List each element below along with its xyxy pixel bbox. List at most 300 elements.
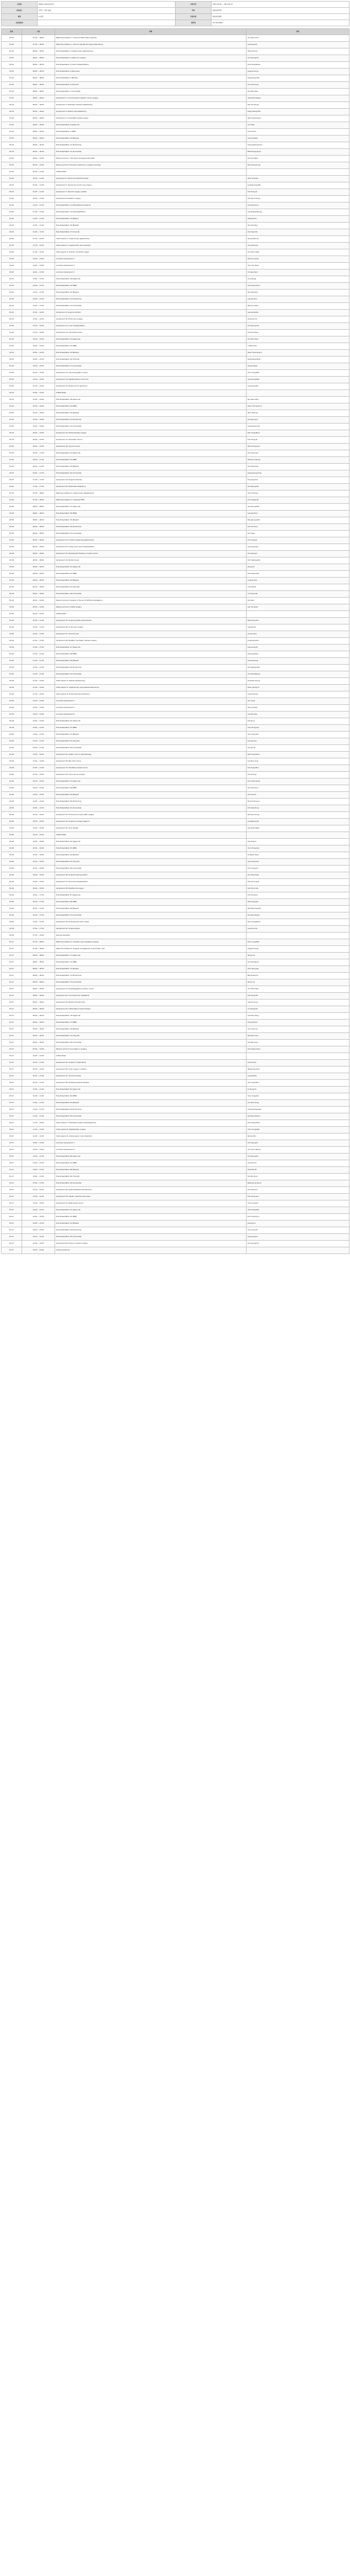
session-row xyxy=(2,524,349,531)
session-row xyxy=(2,571,349,578)
session-date: 05.26 xyxy=(2,758,22,765)
session-time: 14:00 ~ 14:30 xyxy=(22,785,55,792)
session-date: 05.27 xyxy=(2,1066,22,1073)
session-row xyxy=(2,752,349,758)
session-time: 08:00 ~ 08:30 xyxy=(22,62,55,69)
session-date: 05.27 xyxy=(2,993,22,999)
session-time: 08:00 ~ 08:30 xyxy=(22,531,55,537)
session-time: 13:00 ~ 13:30 xyxy=(22,303,55,310)
session-speaker: Son Taeil xyxy=(247,122,349,129)
session-row xyxy=(2,685,349,691)
session-topic: Symposium 49: Gastrointestinal stromal tumor xyxy=(55,1187,247,1194)
session-speaker: Hong Tae-Ho xyxy=(247,1020,349,1026)
session-time: 08:00 ~ 08:30 xyxy=(22,504,55,511)
session-time: 16:30 ~ 17:00 xyxy=(22,906,55,912)
session-date: 05.27 xyxy=(2,946,22,953)
session-row xyxy=(2,209,349,216)
session-time: 09:00 ~ 09:30 xyxy=(22,578,55,584)
session-time: 08:00 ~ 08:30 xyxy=(22,524,55,531)
session-date: 05.25 xyxy=(2,484,22,490)
info-label: 교육기간 xyxy=(176,2,212,8)
session-row xyxy=(2,403,349,410)
session-topic: Luncheon Symposium 4 xyxy=(55,698,247,705)
session-row xyxy=(2,55,349,62)
session-speaker: Wang Hee-Jung xyxy=(247,1066,349,1073)
session-date: 05.25 xyxy=(2,343,22,350)
session-topic: Free Presentation 31 (Endocrine) xyxy=(55,417,247,423)
info-value: 6 평점 xyxy=(38,14,176,20)
session-row xyxy=(2,732,349,738)
session-speaker: Kim Sung-Won xyxy=(247,765,349,772)
session-speaker: Yu Chang-Sik xyxy=(247,1006,349,1013)
session-row xyxy=(2,544,349,551)
session-row xyxy=(2,269,349,276)
session-date: 05.26 xyxy=(2,551,22,557)
session-row xyxy=(2,256,349,263)
session-time: 11:30 ~ 12:00 xyxy=(22,691,55,698)
session-time: 14:30 ~ 15:00 xyxy=(22,1241,55,1247)
session-row xyxy=(2,243,349,249)
session-time: 13:00 ~ 13:30 xyxy=(22,1174,55,1180)
session-date: 05.26 xyxy=(2,765,22,772)
session-row xyxy=(2,1147,349,1154)
session-date: 05.27 xyxy=(2,1100,22,1107)
session-date: 05.27 xyxy=(2,999,22,1006)
session-date: 05.27 xyxy=(2,959,22,966)
session-date: 05.26 xyxy=(2,611,22,618)
info-row xyxy=(2,8,349,14)
session-speaker: Lee Sang-Woo xyxy=(247,310,349,316)
session-topic: Symposium 24: Rectal cancer xyxy=(55,557,247,564)
session-speaker xyxy=(247,611,349,618)
session-topic: Meet the professor 4: Transanal TME xyxy=(55,497,247,504)
session-speaker: Kim Min-Chan xyxy=(247,336,349,343)
session-topic: Symposium 7: Vascular surgery update xyxy=(55,189,247,196)
session-date: 05.26 xyxy=(2,745,22,752)
session-row xyxy=(2,658,349,665)
session-date: 05.26 xyxy=(2,658,22,665)
session-topic: Free Presentation 73 (Breast) xyxy=(55,966,247,973)
session-date: 05.25 xyxy=(2,89,22,95)
session-topic: Free Presentation 2 (Upper GI surgery) xyxy=(55,55,247,62)
session-row xyxy=(2,1113,349,1120)
session-speaker: Lee Kang-Young xyxy=(247,423,349,430)
session-time: 15:30 ~ 16:00 xyxy=(22,845,55,852)
session-date: 05.27 xyxy=(2,1140,22,1147)
session-row xyxy=(2,417,349,423)
session-date: 05.25 xyxy=(2,269,22,276)
info-label: 교육담당자 xyxy=(2,20,38,26)
session-time: 10:30 ~ 11:00 xyxy=(22,624,55,631)
session-date: 05.25 xyxy=(2,397,22,403)
session-date: 05.27 xyxy=(2,1247,22,1254)
session-row xyxy=(2,1020,349,1026)
session-row xyxy=(2,738,349,745)
session-date: 05.26 xyxy=(2,866,22,872)
course-info-body xyxy=(2,2,349,26)
session-row xyxy=(2,973,349,979)
session-topic: Free Presentation 1 (Laparoscopic gastrectomy) xyxy=(55,48,247,55)
session-topic: Free Presentation 94 (Endocrine) xyxy=(55,1227,247,1234)
session-speaker: Kim Jun-Ki xyxy=(247,745,349,752)
session-time: 08:00 ~ 08:30 xyxy=(22,69,55,75)
session-time: 10:30 ~ 11:00 xyxy=(22,1066,55,1073)
session-date: 05.26 xyxy=(2,892,22,899)
session-speaker: Kim Hyung-Ho xyxy=(247,1241,349,1247)
session-time: 16:00 ~ 16:30 xyxy=(22,437,55,444)
header-date: 일자 xyxy=(2,29,22,35)
session-speaker: Jang Jin-Young xyxy=(247,946,349,953)
session-row xyxy=(2,370,349,377)
session-row xyxy=(2,343,349,350)
session-row xyxy=(2,1174,349,1180)
session-topic: Free Presentation 5 (Breast) xyxy=(55,75,247,82)
session-date: 05.26 xyxy=(2,578,22,584)
session-speaker: Kim Young-Wook xyxy=(247,919,349,926)
session-row xyxy=(2,899,349,906)
session-speaker: Kim Seok-Mo xyxy=(247,229,349,236)
session-topic: Luncheon Symposium 1 xyxy=(55,256,247,263)
session-row xyxy=(2,999,349,1006)
session-date: 05.26 xyxy=(2,886,22,892)
session-time: 15:30 ~ 16:00 xyxy=(22,410,55,417)
session-speaker: Jeong Joon xyxy=(247,1221,349,1227)
session-speaker: Lee Woo-Jung xyxy=(247,758,349,765)
session-time: 14:00 ~ 14:30 xyxy=(22,343,55,350)
session-date: 05.25 xyxy=(2,410,22,417)
session-topic: Meet the professor 2: How to manage the large hiatal hernia xyxy=(55,42,247,48)
session-topic: Luncheon Symposium 2 xyxy=(55,263,247,269)
session-date: 05.27 xyxy=(2,1221,22,1227)
session-speaker: Lee Young-Don xyxy=(247,859,349,866)
session-speaker: Heo Jin-Seok xyxy=(247,705,349,711)
session-row xyxy=(2,1080,349,1087)
session-speaker: Kim Young-Woo xyxy=(247,370,349,377)
session-time: 11:00 ~ 11:30 xyxy=(22,216,55,223)
session-topic: Symposium 38: Parathyroid surgery xyxy=(55,886,247,892)
session-time: 09:30 ~ 10:00 xyxy=(22,604,55,611)
session-speaker: Jang Jin-Young xyxy=(247,69,349,75)
session-row xyxy=(2,966,349,973)
session-speaker: Lee Hyuk-Joon xyxy=(247,202,349,209)
session-speaker: Kim Ik-Yong xyxy=(247,772,349,778)
session-row xyxy=(2,906,349,912)
session-row xyxy=(2,645,349,651)
session-time: 10:00 ~ 10:30 xyxy=(22,611,55,618)
session-topic: Free Presentation 93 (Breast) xyxy=(55,1221,247,1227)
session-date: 05.26 xyxy=(2,645,22,651)
session-speaker: Kim Yong-Hoon xyxy=(247,1214,349,1221)
session-row xyxy=(2,89,349,95)
info-row xyxy=(2,20,349,26)
session-date: 05.27 xyxy=(2,979,22,986)
session-time: 16:00 ~ 16:30 xyxy=(22,886,55,892)
session-speaker: Kim Jee-Soo xyxy=(247,738,349,745)
session-date: 05.27 xyxy=(2,1040,22,1046)
session-topic: Coffee Break xyxy=(55,1053,247,1060)
session-time: 12:00 ~ 13:00 xyxy=(22,705,55,711)
session-row xyxy=(2,564,349,571)
session-date: 05.26 xyxy=(2,725,22,732)
session-date: 05.26 xyxy=(2,651,22,658)
session-topic: Video session 5: Laparoscopic pancreatoduodenectomy xyxy=(55,685,247,691)
session-speaker: Park Chung-Soo xyxy=(247,444,349,450)
session-time: 09:00 ~ 09:30 xyxy=(22,149,55,156)
session-row xyxy=(2,785,349,792)
session-time: 12:00 ~ 13:00 xyxy=(22,269,55,276)
session-topic: Luncheon Symposium 5 xyxy=(55,705,247,711)
session-row xyxy=(2,725,349,732)
session-row xyxy=(2,1214,349,1221)
session-speaker: Kim Hyun-Young xyxy=(247,196,349,202)
session-date: 05.25 xyxy=(2,256,22,263)
session-topic: Symposium 1: Current issues in gastric cancer surgery xyxy=(55,95,247,102)
session-row xyxy=(2,196,349,202)
session-date: 05.26 xyxy=(2,698,22,705)
session-speaker: Park Ji-Ho xyxy=(247,953,349,959)
header-topic: 주제 xyxy=(55,29,247,35)
session-speaker: Nam Seok-Jin xyxy=(247,410,349,417)
session-date: 05.25 xyxy=(2,189,22,196)
session-date: 05.27 xyxy=(2,1147,22,1154)
session-topic: Plenary lecture 5: Innovation in surgery xyxy=(55,1046,247,1053)
session-time: 13:00 ~ 13:30 xyxy=(22,725,55,732)
session-topic: Coffee Break xyxy=(55,390,247,397)
session-row xyxy=(2,1207,349,1214)
session-date: 05.25 xyxy=(2,477,22,484)
session-topic: Symposium 12: Colorectal cancer xyxy=(55,330,247,336)
session-time: 14:00 ~ 14:30 xyxy=(22,1227,55,1234)
session-time: 08:30 ~ 09:00 xyxy=(22,551,55,557)
session-row xyxy=(2,933,349,939)
session-topic: Free Presentation 11 (Endocrine) xyxy=(55,142,247,149)
session-row xyxy=(2,35,349,42)
session-topic: Symposium 17: Pancreatic cancer xyxy=(55,437,247,444)
session-topic: Video session 7: Minimally invasive esophagectomy xyxy=(55,1120,247,1127)
session-speaker: Kim Nam-Kyu xyxy=(247,89,349,95)
session-topic: Symposium 18: Thyroid cancer xyxy=(55,444,247,450)
session-speaker: Kim Jong-Man xyxy=(247,651,349,658)
session-date: 05.26 xyxy=(2,537,22,544)
session-topic: Free Presentation 53 (HBP) xyxy=(55,725,247,732)
session-date: 05.26 xyxy=(2,624,22,631)
session-time: 16:30 ~ 17:00 xyxy=(22,892,55,899)
session-speaker: Lee Kuhn-Uk xyxy=(247,926,349,933)
session-row xyxy=(2,109,349,115)
session-time: 13:30 ~ 14:00 xyxy=(22,1187,55,1194)
session-time: 15:00 ~ 15:30 xyxy=(22,832,55,839)
session-topic: Luncheon Symposium 6 xyxy=(55,711,247,718)
session-time: 17:00 ~ 17:30 xyxy=(22,919,55,926)
session-time: 13:00 ~ 13:30 xyxy=(22,1180,55,1187)
session-row xyxy=(2,624,349,631)
session-date: 05.26 xyxy=(2,732,22,738)
session-date: 05.25 xyxy=(2,290,22,296)
session-topic: Free Presentation 67 (Upper GI) xyxy=(55,892,247,899)
session-time: 08:00 ~ 08:30 xyxy=(22,75,55,82)
session-speaker: Jung So-Youn xyxy=(247,578,349,584)
session-row xyxy=(2,1033,349,1040)
session-row xyxy=(2,511,349,517)
session-table xyxy=(1,28,349,1254)
session-speaker: Lee Soo-Jung xyxy=(247,999,349,1006)
session-topic: Symposium 22: Living donor liver transplantation xyxy=(55,544,247,551)
session-time: 13:00 ~ 13:30 xyxy=(22,718,55,725)
session-topic: Symposium 3: Robotic pancreatectomy xyxy=(55,109,247,115)
session-topic: Free Presentation 43 (HBP) xyxy=(55,571,247,578)
session-date: 05.26 xyxy=(2,812,22,819)
session-date: 05.26 xyxy=(2,879,22,886)
session-time: 08:00 ~ 08:30 xyxy=(22,973,55,979)
session-time: 16:30 ~ 17:00 xyxy=(22,457,55,464)
session-row xyxy=(2,290,349,296)
session-speaker: Lim Woo-Sung xyxy=(247,1100,349,1107)
session-date: 05.25 xyxy=(2,249,22,256)
session-row xyxy=(2,765,349,772)
session-row xyxy=(2,711,349,718)
session-speaker: Shin Hee-Jung xyxy=(247,966,349,973)
session-topic: Free Presentation 64 (Breast) xyxy=(55,852,247,859)
session-time: 12:00 ~ 13:00 xyxy=(22,711,55,718)
session-speaker: Kang Sang-Wook xyxy=(247,357,349,363)
session-row xyxy=(2,69,349,75)
session-time: 16:30 ~ 17:00 xyxy=(22,450,55,457)
session-date: 05.25 xyxy=(2,202,22,209)
session-date: 05.26 xyxy=(2,504,22,511)
session-time: 12:00 ~ 13:00 xyxy=(22,1147,55,1154)
session-time: 07:30 ~ 08:00 xyxy=(22,946,55,953)
session-date: 05.27 xyxy=(2,1093,22,1100)
session-row xyxy=(2,839,349,845)
session-row xyxy=(2,156,349,162)
session-time: 08:30 ~ 09:00 xyxy=(22,999,55,1006)
session-date: 05.25 xyxy=(2,223,22,229)
session-speaker: Kim Hee-Jung xyxy=(247,464,349,470)
session-time: 09:30 ~ 10:00 xyxy=(22,598,55,604)
session-time: 11:00 ~ 11:30 xyxy=(22,658,55,665)
session-time: 11:00 ~ 11:30 xyxy=(22,1087,55,1093)
session-date: 05.25 xyxy=(2,276,22,283)
session-row xyxy=(2,819,349,825)
session-time: 16:00 ~ 16:30 xyxy=(22,879,55,886)
session-date: 05.25 xyxy=(2,196,22,202)
session-time: 13:00 ~ 13:30 xyxy=(22,283,55,290)
session-time: 11:30 ~ 12:00 xyxy=(22,236,55,243)
session-row xyxy=(2,249,349,256)
session-speaker: Lee Sung-Gyu xyxy=(247,544,349,551)
session-time: 09:00 ~ 09:30 xyxy=(22,571,55,578)
session-row xyxy=(2,1093,349,1100)
session-time: 10:30 ~ 11:00 xyxy=(22,631,55,638)
session-topic: Symposium 21: Function-preserving gastrectomy xyxy=(55,537,247,544)
session-speaker: Baek Jeong-Heum xyxy=(247,1180,349,1187)
session-speaker: Noh Dong-Young xyxy=(247,162,349,169)
session-speaker: Lee Joong-Ho xyxy=(247,645,349,651)
session-time: 12:00 ~ 13:00 xyxy=(22,263,55,269)
session-date: 05.27 xyxy=(2,1174,22,1180)
session-topic: Free Presentation 75 (Colorectal) xyxy=(55,979,247,986)
session-time: 08:00 ~ 08:30 xyxy=(22,89,55,95)
session-date: 05.27 xyxy=(2,1194,22,1200)
session-speaker: Bae Jeoung-Won xyxy=(247,517,349,524)
session-row xyxy=(2,1200,349,1207)
session-speaker: Lee Kyu-Eun xyxy=(247,296,349,303)
session-time: 13:00 ~ 13:30 xyxy=(22,1167,55,1174)
session-speaker: Lee Jeong-Eon xyxy=(247,383,349,390)
session-speaker: Kim Jae-Hwang xyxy=(247,912,349,919)
session-row xyxy=(2,557,349,564)
session-speaker: Kim Dong-Sik xyxy=(247,993,349,999)
session-date: 05.26 xyxy=(2,912,22,919)
session-date: 05.26 xyxy=(2,691,22,698)
session-time: 11:30 ~ 12:00 xyxy=(22,678,55,685)
session-date: 05.26 xyxy=(2,832,22,839)
session-row xyxy=(2,357,349,363)
session-topic: Free Presentation 55 (Thyroid) xyxy=(55,738,247,745)
session-topic: Free Presentation 71 (Upper GI) xyxy=(55,953,247,959)
session-speaker: Yang Han-Kwang xyxy=(247,95,349,102)
session-row xyxy=(2,82,349,89)
session-speaker: Han Dai-Hoon xyxy=(247,785,349,792)
session-row xyxy=(2,336,349,343)
session-speaker: Cho Sung-Shin xyxy=(247,1080,349,1087)
session-date: 05.25 xyxy=(2,437,22,444)
session-topic: Free Presentation 85 (Colorectal) xyxy=(55,1113,247,1120)
session-row xyxy=(2,350,349,357)
session-row xyxy=(2,772,349,778)
session-speaker: Park Kyo-Young xyxy=(247,812,349,819)
session-row xyxy=(2,638,349,645)
session-time: 09:00 ~ 09:30 xyxy=(22,1020,55,1026)
session-time: 10:30 ~ 11:00 xyxy=(22,1060,55,1066)
session-time: 14:00 ~ 14:30 xyxy=(22,363,55,370)
session-time: 10:30 ~ 11:00 xyxy=(22,1080,55,1087)
session-row xyxy=(2,892,349,899)
session-date: 05.26 xyxy=(2,933,22,939)
session-row xyxy=(2,1154,349,1160)
session-speaker: Lee Jong-Lyul xyxy=(247,1234,349,1241)
session-date: 05.25 xyxy=(2,403,22,410)
session-date: 05.25 xyxy=(2,229,22,236)
session-date: 05.27 xyxy=(2,1113,22,1120)
session-topic: Symposium 6: Trauma and acute care surgery xyxy=(55,182,247,189)
session-row xyxy=(2,805,349,812)
session-date: 05.25 xyxy=(2,430,22,437)
session-row xyxy=(2,377,349,383)
session-row xyxy=(2,129,349,135)
session-topic: Symposium 42: Colorectal liver metastasis xyxy=(55,993,247,999)
session-row xyxy=(2,62,349,69)
session-topic: Coffee Break xyxy=(55,611,247,618)
session-topic: General assembly xyxy=(55,933,247,939)
session-date: 05.25 xyxy=(2,69,22,75)
session-row xyxy=(2,604,349,611)
session-date: 05.25 xyxy=(2,115,22,122)
session-topic: Symposium 44: Inflammatory bowel disease xyxy=(55,1006,247,1013)
session-speaker: Hwang Shin xyxy=(247,216,349,223)
session-time: 07:30 ~ 08:00 xyxy=(22,939,55,946)
session-speaker: Park Do-Joong xyxy=(247,256,349,263)
session-row xyxy=(2,953,349,959)
session-time: 16:30 ~ 17:00 xyxy=(22,470,55,477)
session-time: 15:30 ~ 16:00 xyxy=(22,403,55,410)
session-topic: Luncheon Symposium 7 xyxy=(55,1140,247,1147)
session-time: 13:30 ~ 14:00 xyxy=(22,1194,55,1200)
session-date: 05.26 xyxy=(2,497,22,504)
session-time: 08:30 ~ 09:00 xyxy=(22,544,55,551)
session-speaker: Kim Jin-Jo xyxy=(247,718,349,725)
session-row xyxy=(2,1187,349,1194)
